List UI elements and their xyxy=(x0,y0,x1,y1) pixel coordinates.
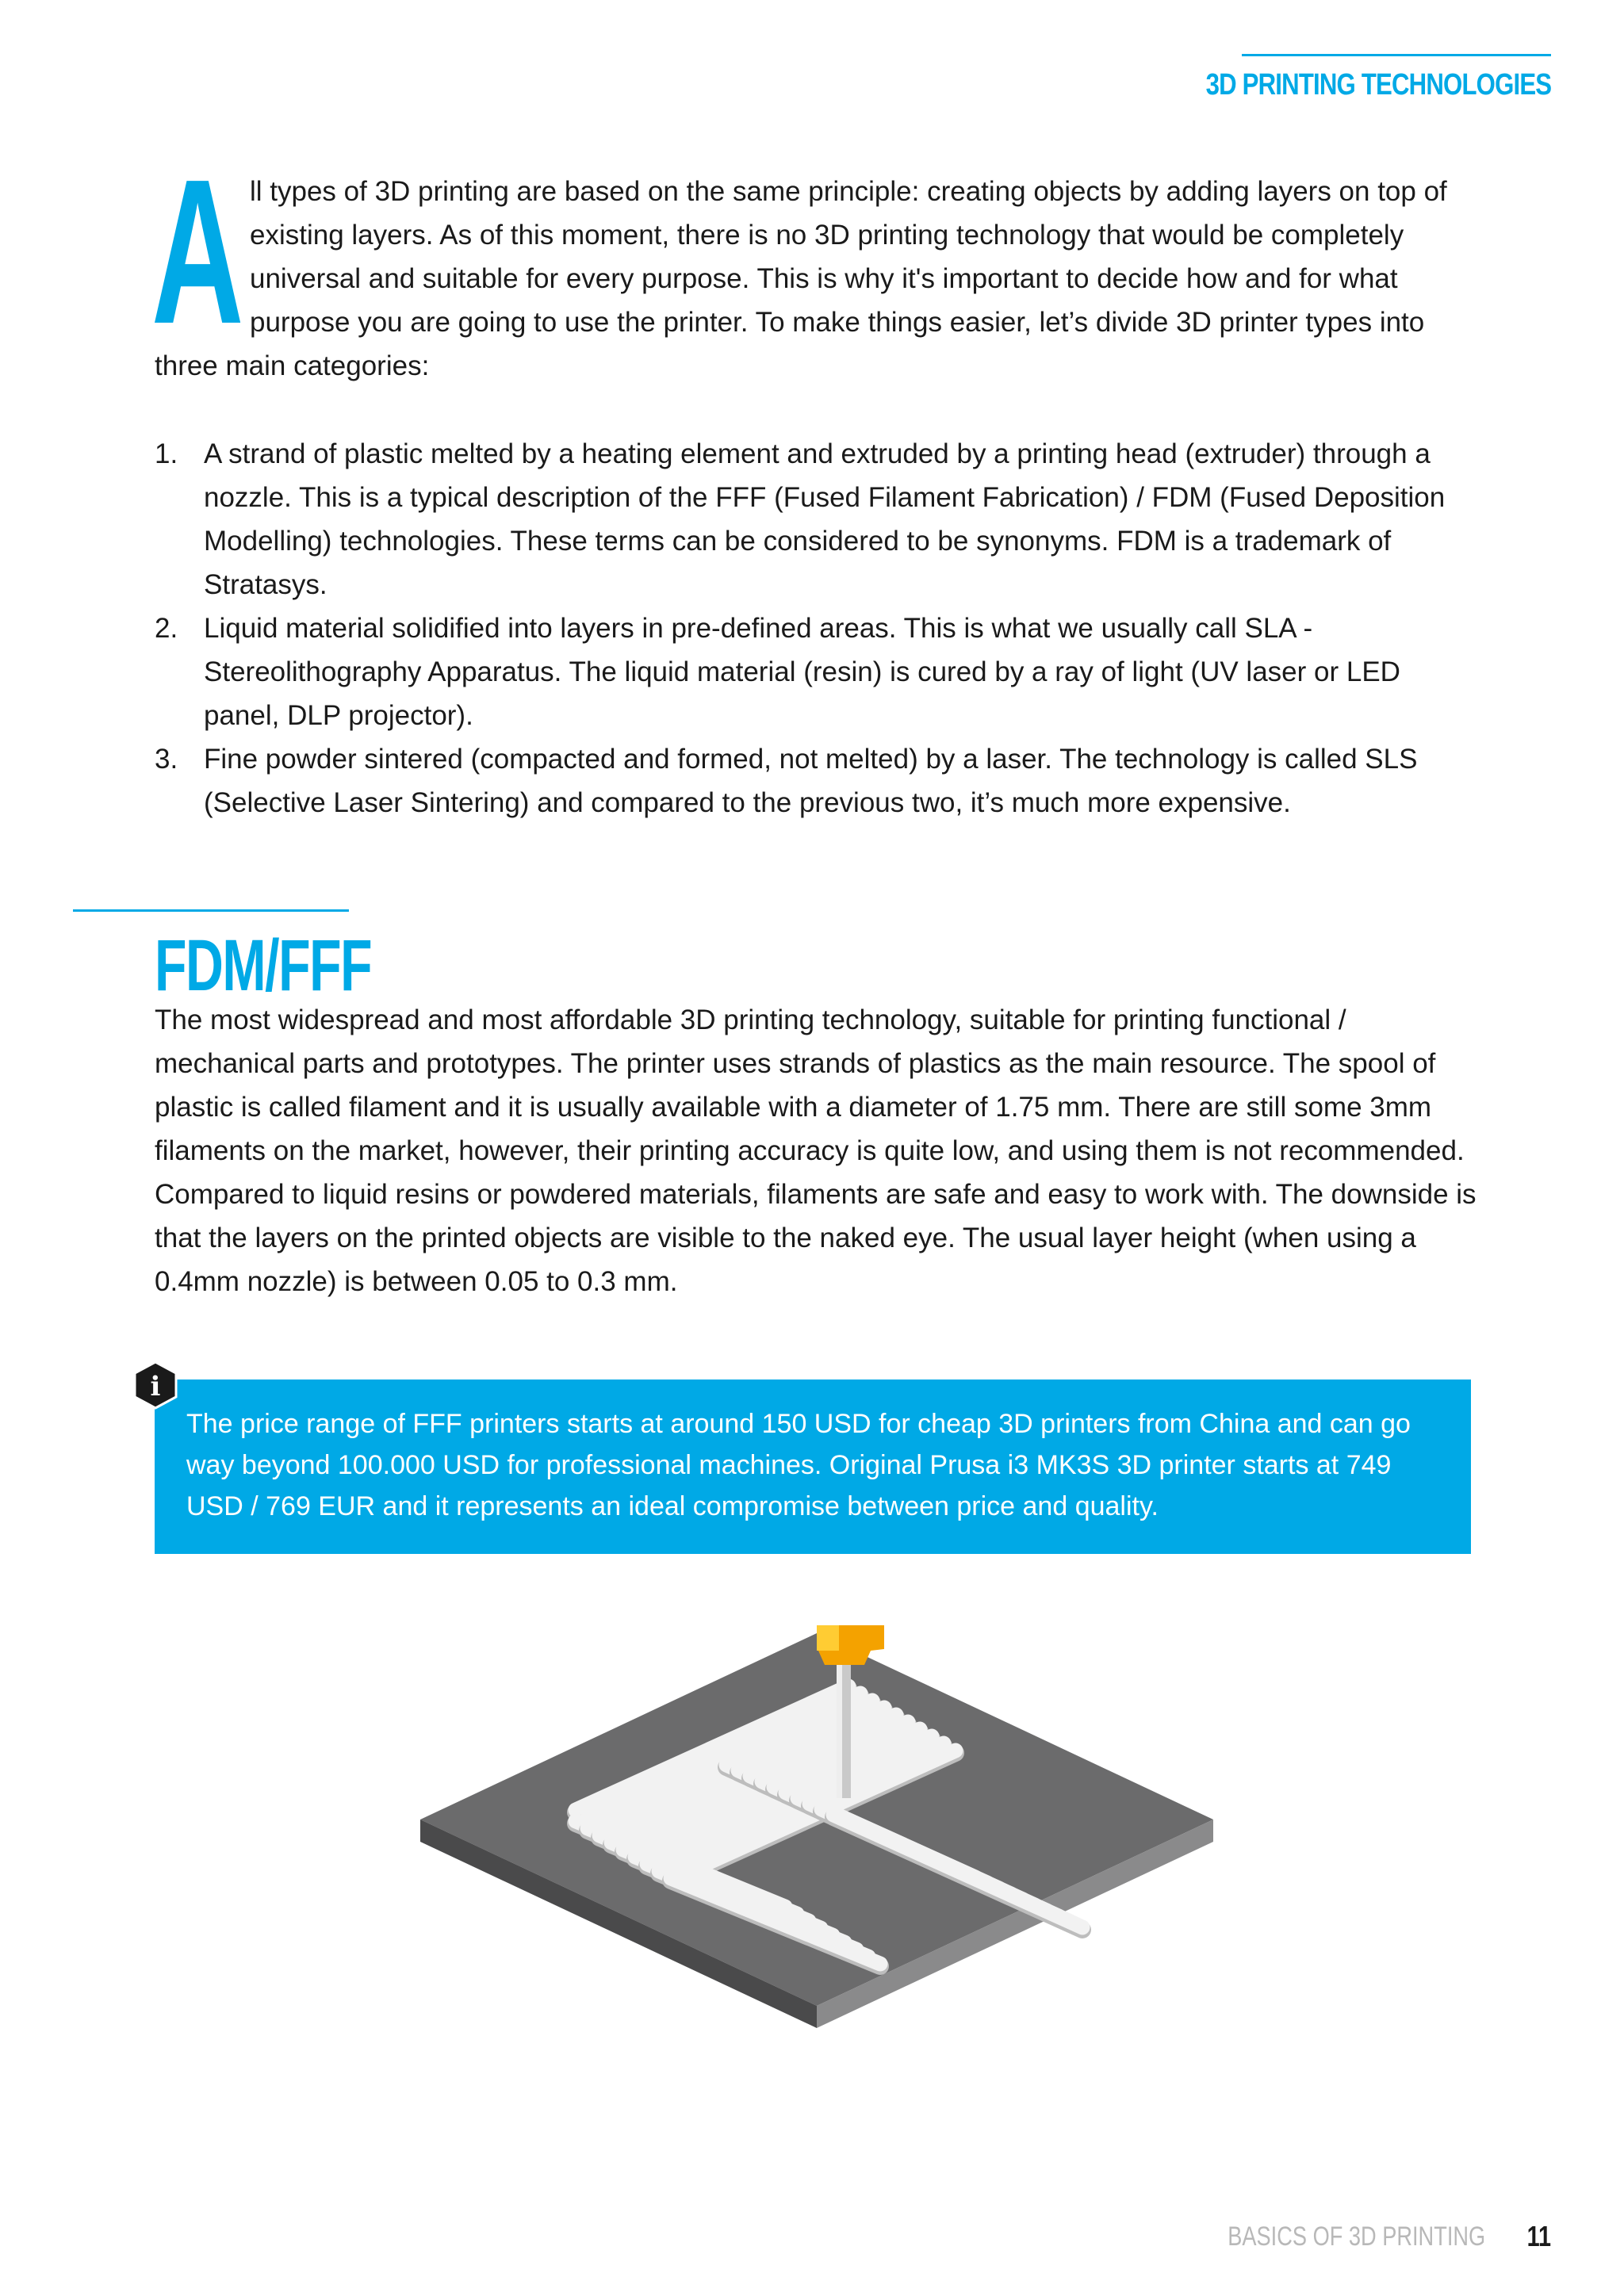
list-item-number: 2. xyxy=(155,613,178,644)
header-rule xyxy=(1242,54,1551,56)
info-icon-glyph: i xyxy=(150,1371,161,1402)
list-item-text: A strand of plastic melted by a heating element and extruded by a printing head (extruder) through a nozzle. This is a typical description of the FFF (Fused Filament Fabrication) / FDM (Fused Deposition Modelling) technologies. These terms can be considered to be synonyms. FDM is a trademark of Stratasys. xyxy=(204,438,1446,600)
info-text: The price range of FFF printers starts at around 150 USD for cheap 3D printers from China and can go way beyond 100.000 USD for professional machines. Original Prusa i3 MK3S 3D printer starts at 749 USD / 769 EUR and it represents an ideal compromise between price and quality. xyxy=(186,1409,1411,1521)
footer-label: BASICS OF 3D PRINTING xyxy=(1228,2221,1485,2252)
drop-cap: A xyxy=(151,137,244,367)
fdm-printing-illustration xyxy=(420,1594,1213,2045)
list-item xyxy=(155,432,1471,607)
section-header-title: 3D PRINTING TECHNOLOGIES xyxy=(1205,68,1551,101)
info-icon xyxy=(132,1360,179,1410)
page-number: 11 xyxy=(1526,2220,1551,2252)
list-item xyxy=(155,737,1471,825)
extruder-nozzle-highlight xyxy=(817,1625,839,1651)
filament-strand-highlight xyxy=(837,1663,842,1798)
category-list xyxy=(155,432,1471,825)
intro-paragraph xyxy=(151,137,1471,388)
list-item-number: 3. xyxy=(155,744,178,775)
list-item-number: 1. xyxy=(155,438,178,469)
list-item xyxy=(155,607,1471,737)
fdm-paragraph: The most widespread and most affordable 3D printing technology, suitable for printing functional / mechanical parts and prototypes. The printer uses strands of plastics as the main resource. The spool of plastic is called filament and it is usually available with a diameter of 1.75 mm. There are still some 3mm filaments on the market, however, their printing accuracy is quite low, and using them is not recommended. Compared to liquid resins or powdered materials, filaments are safe and easy to work with. The downside is that the layers on the printed objects are visible to the naked eye. The usual layer height (when using a 0.4mm nozzle) is between 0.05 to 0.3 mm. xyxy=(155,1004,1477,1297)
info-callout xyxy=(155,1380,1471,1554)
list-item-text: Liquid material solidified into layers in pre-defined areas. This is what we usually call SLA - Stereolithography Apparatus. The liquid material (resin) is cured by a ray of light (UV laser or LED panel, DLP projector). xyxy=(204,613,1400,731)
section-title: FDM/FFF xyxy=(155,925,372,1006)
section-rule xyxy=(73,909,349,912)
list-item-text: Fine powder sintered (compacted and formed, not melted) by a laser. The technology is called SLS (Selective Laser Sintering) and compared to the previous two, it’s much more expensive. xyxy=(204,744,1418,818)
intro-text: ll types of 3D printing are based on the same principle: creating objects by adding layers on top of existing layers. As of this moment, there is no 3D printing technology that would be completely universal and suitable for every purpose. This is why it's important to decide how and for what purpose you are going to use the printer. To make things easier, let’s divide 3D printer types into three main categories: xyxy=(155,176,1447,381)
